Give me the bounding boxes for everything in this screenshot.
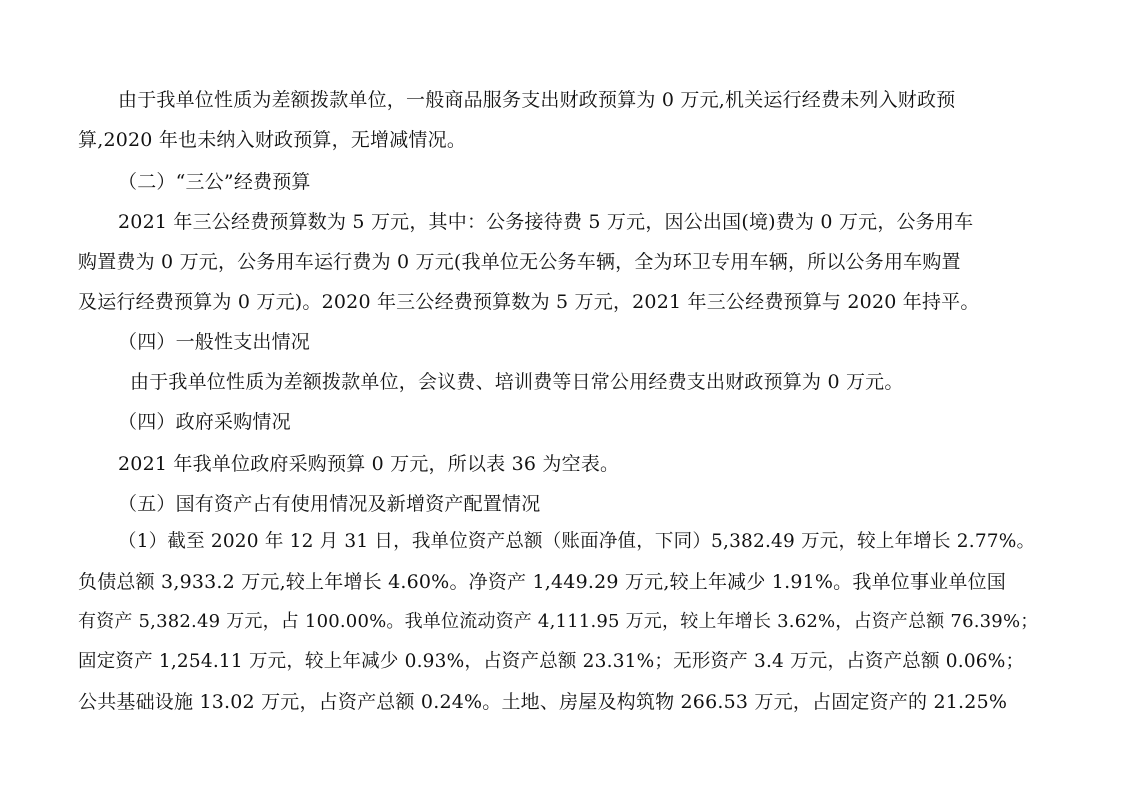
paragraph-line: （1）截至 2020 年 12 月 31 日，我单位资产总额（账面净值，下同）5,382.49 万元，较上年增长 2.77%。 <box>118 531 1036 552</box>
paragraph-line: 算,2020 年也未纳入财政预算，无增减情况。 <box>78 129 467 151</box>
section-heading: （二）“三公”经费预算 <box>118 171 311 193</box>
section-heading: （四）政府采购情况 <box>118 411 291 433</box>
paragraph-line: 由于我单位性质为差额拨款单位，一般商品服务支出财政预算为 0 万元,机关运行经费未列入财政预 <box>118 89 956 111</box>
paragraph-line: 2021 年我单位政府采购预算 0 万元，所以表 36 为空表。 <box>118 453 620 475</box>
paragraph-line: 负债总额 3,933.2 万元,较上年增长 4.60%。净资产 1,449.29 万元,较上年减少 1.91%。我单位事业单位国 <box>78 571 1006 593</box>
paragraph-line: 及运行经费预算为 0 万元)。2020 年三公经费预算数为 5 万元，2021 年三公经费预算与 2020 年持平。 <box>78 291 980 313</box>
paragraph-line: 购置费为 0 万元，公务用车运行费为 0 万元(我单位无公务车辆，全为环卫专用车辆，所以公务用车购置 <box>78 251 961 273</box>
paragraph-line: 固定资产 1,254.11 万元，较上年减少 0.93%，占资产总额 23.31%；无形资产 3.4 万元，占资产总额 0.06%； <box>78 651 1025 672</box>
section-heading: （四）一般性支出情况 <box>118 331 311 353</box>
section-heading: （五）国有资产占有使用情况及新增资产配置情况 <box>118 493 541 515</box>
paragraph-line: 由于我单位性质为差额拨款单位，会议费、培训费等日常公用经费支出财政预算为 0 万元。 <box>130 371 904 393</box>
paragraph-line: 2021 年三公经费预算数为 5 万元，其中：公务接待费 5 万元，因公出国(境)费为 0 万元，公务用车 <box>118 211 974 233</box>
paragraph-line: 公共基础设施 13.02 万元，占资产总额 0.24%。土地、房屋及构筑物 266.53 万元，占固定资产的 21.25% <box>78 691 1008 713</box>
paragraph-line: 有资产 5,382.49 万元，占 100.00%。我单位流动资产 4,111.95 万元，较上年增长 3.62%，占资产总额 76.39%； <box>78 611 1039 632</box>
